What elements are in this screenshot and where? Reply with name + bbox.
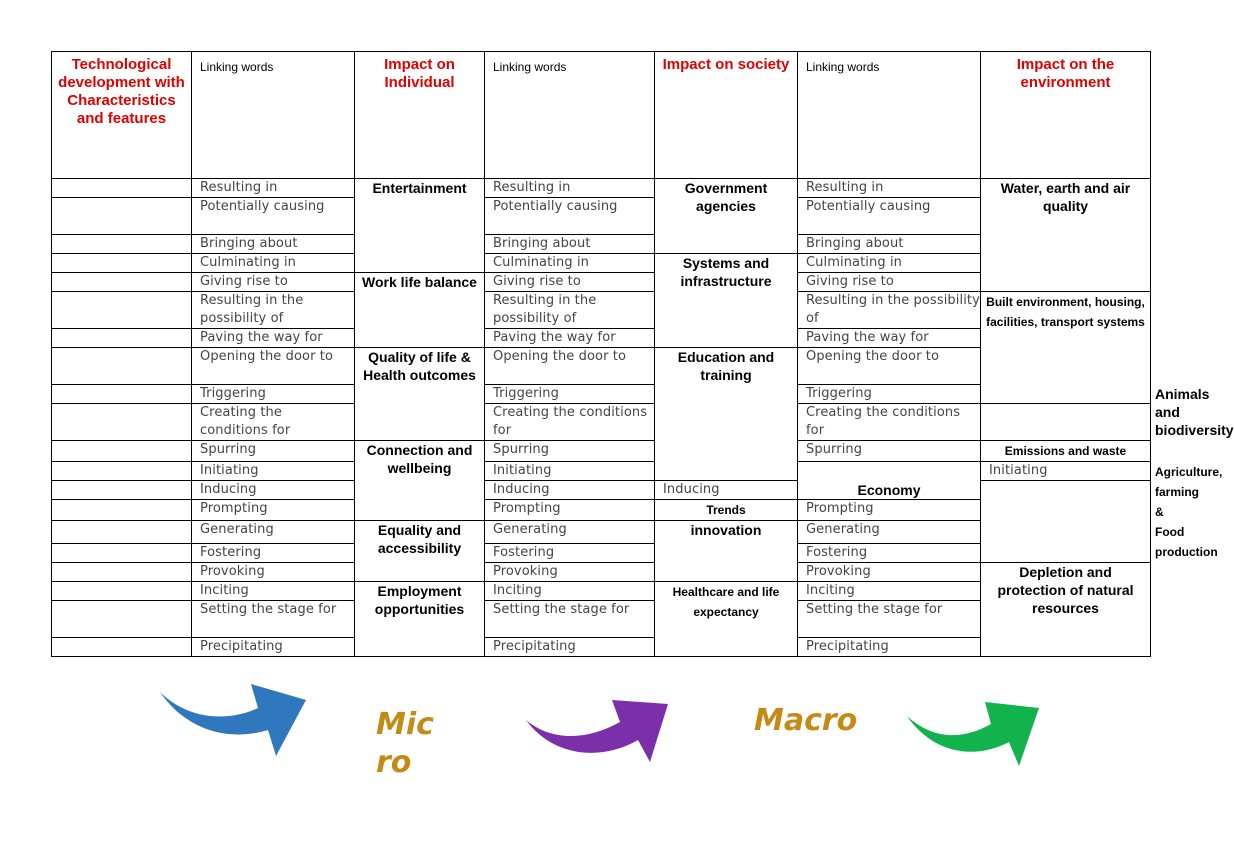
linking-word: Inciting [798,582,981,601]
tech-cell [52,254,192,273]
society-government: Government agencies [655,179,798,254]
linking-word: Generating [798,521,981,544]
tech-cell [52,179,192,198]
society-education: Education and training [655,348,798,481]
micro-label [376,706,434,782]
tech-cell [52,500,192,521]
header-society: Impact on society [655,52,798,179]
linking-word: Triggering [485,385,655,404]
linking-word: Resulting in [485,179,655,198]
individual-equality: Equality and accessibility [355,521,485,582]
table-row [52,441,1151,462]
linking-word: Inducing [485,481,655,500]
header-linking-3: Linking words [798,52,981,179]
linking-word: Resulting in the possibility of [485,292,655,329]
linking-word: Triggering [192,385,355,404]
individual-entertainment: Entertainment [355,179,485,273]
linking-word: Paving the way for [192,329,355,348]
macro-label: Macro [754,703,858,738]
tech-cell [52,441,192,462]
linking-word: Provoking [798,563,981,582]
tech-cell [52,638,192,657]
linking-word: Giving rise to [798,273,981,292]
tech-cell [52,462,192,481]
linking-word: Initiating [485,462,655,481]
table-row: Triggering Triggering Triggering Animals and biodiversity [52,385,1151,404]
linking-word: Inciting [192,582,355,601]
tech-cell [52,601,192,638]
tech-cell [52,273,192,292]
linking-word: Initiating [192,462,355,481]
header-linking-1: Linking words [192,52,355,179]
linking-word: Giving rise to [485,273,655,292]
header-row [52,52,1151,179]
environment-built: Built environment, housing, facilities, transport systems [981,292,1151,404]
blue-arrow-icon [158,678,313,763]
linking-word: Paving the way for [485,329,655,348]
tech-cell [52,582,192,601]
tech-cell [52,329,192,348]
impact-table [51,51,1234,657]
linking-word: Precipitating [798,638,981,657]
linking-word: Precipitating [192,638,355,657]
linking-word: Triggering [798,385,981,404]
purple-arrow-icon [524,690,674,770]
green-arrow-icon [905,692,1045,772]
header-linking-2: Linking words [485,52,655,179]
tech-cell [52,563,192,582]
linking-word: Fostering [192,544,355,563]
linking-word: Opening the door to [798,348,981,385]
linking-word: Setting the stage for [192,601,355,638]
linking-word: Prompting [192,500,355,521]
individual-quality-of-life: Quality of life & Health outcomes [355,348,485,441]
linking-word: Spurring [192,441,355,462]
micro-label-line1: Mic [376,707,434,742]
linking-word: Setting the stage for [485,601,655,638]
linking-word: Prompting [798,500,981,521]
tech-cell [52,404,192,441]
tech-cell [52,481,192,500]
header-environment: Impact on the environment [981,52,1151,179]
linking-word: Potentially causing [485,198,655,235]
linking-word: Precipitating [485,638,655,657]
linking-word: Inciting [485,582,655,601]
linking-word: Provoking [485,563,655,582]
tech-cell [52,385,192,404]
linking-word: Provoking [192,563,355,582]
linking-word: Creating the conditions for [192,404,355,441]
table-row [52,563,1151,582]
individual-work-life: Work life balance [355,273,485,348]
linking-word: Prompting [485,500,655,521]
linking-word: Inducing [192,481,355,500]
linking-word: Inducing [655,481,798,500]
tech-cell [52,521,192,544]
table-row: Initiating Initiating Economy Initiating Agriculture, farming & Food production [52,462,1151,481]
linking-word: Bringing about [485,235,655,254]
linking-word: Spurring [485,441,655,462]
linking-word: Resulting in the possibility of [798,292,981,329]
table-row [52,292,1151,329]
linking-word: Bringing about [798,235,981,254]
linking-word: Potentially causing [798,198,981,235]
linking-word: Initiating [981,462,1151,481]
tech-cell [52,292,192,329]
linking-word: Resulting in [192,179,355,198]
linking-word: Culminating in [798,254,981,273]
linking-word: Bringing about [192,235,355,254]
environment-depletion: Depletion and protection of natural resources [981,563,1151,657]
society-economy: Economy [798,462,981,500]
society-innovation: innovation [655,521,798,582]
linking-word: Generating [192,521,355,544]
linking-word: Giving rise to [192,273,355,292]
individual-connection: Connection and wellbeing [355,441,485,521]
linking-word: Spurring [798,441,981,462]
header-tech: Technological development with Characteristics and features [52,52,192,179]
micro-label-line2: ro [376,745,412,780]
linking-word: Creating the conditions for [485,404,655,441]
table-row [52,544,1151,563]
linking-word: Opening the door to [485,348,655,385]
linking-word: Generating [485,521,655,544]
individual-employment: Employment opportunities [355,582,485,657]
linking-word: Culminating in [485,254,655,273]
table-row [52,404,1151,441]
tech-cell [52,198,192,235]
linking-word: Paving the way for [798,329,981,348]
linking-word: Setting the stage for [798,601,981,638]
linking-word: Resulting in [798,179,981,198]
linking-word: Resulting in the possibility of [192,292,355,329]
society-healthcare: Healthcare and life expectancy [655,582,798,657]
linking-word: Culminating in [192,254,355,273]
table-row [52,179,1151,198]
society-systems: Systems and infrastructure [655,254,798,348]
society-trends: Trends [655,500,798,521]
tech-cell [52,348,192,385]
tech-cell [52,544,192,563]
tech-cell [52,235,192,254]
environment-water: Water, earth and air quality [981,179,1151,292]
linking-word: Fostering [485,544,655,563]
linking-word: Creating the conditions for [798,404,981,441]
linking-word: Potentially causing [192,198,355,235]
linking-word: Opening the door to [192,348,355,385]
header-individual: Impact on Individual [355,52,485,179]
table-row [52,521,1151,544]
table-row [52,500,1151,521]
linking-word: Fostering [798,544,981,563]
table-row [52,481,1151,500]
environment-emissions: Emissions and waste [981,441,1151,462]
